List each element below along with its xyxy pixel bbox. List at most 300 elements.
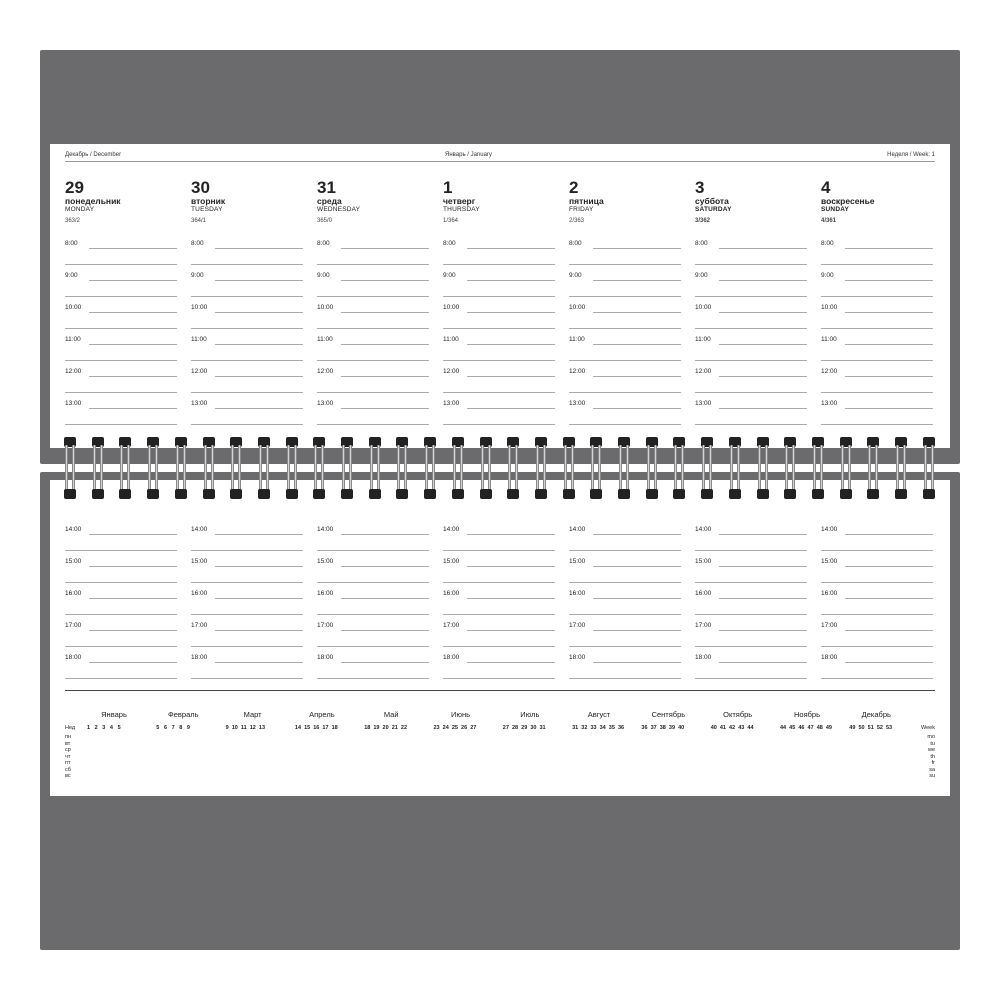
day-of-year: 4/361 xyxy=(821,218,837,224)
day-name-en: SATURDAY xyxy=(695,206,732,213)
hour-label: 10:00 xyxy=(569,304,586,311)
note-line xyxy=(821,360,933,361)
ring-hole-bottom xyxy=(64,489,76,499)
hour-label: 11:00 xyxy=(443,336,459,343)
ring-wire xyxy=(792,445,795,491)
binding-ring xyxy=(175,437,187,499)
month-name: Февраль xyxy=(168,710,199,719)
weekday-label-en: we xyxy=(927,747,935,753)
note-line xyxy=(821,550,933,551)
binding-ring xyxy=(535,437,547,499)
ring-hole-bottom xyxy=(396,489,408,499)
ring-hole-bottom xyxy=(867,489,879,499)
note-line xyxy=(569,424,681,425)
day-name-en: WEDNESDAY xyxy=(317,206,361,213)
note-line xyxy=(191,296,303,297)
hour-slot xyxy=(317,368,429,400)
hour-slot xyxy=(443,368,555,400)
hour-label: 9:00 xyxy=(443,272,456,279)
binding-ring xyxy=(812,437,824,499)
ring-wire xyxy=(397,445,400,491)
ring-wire xyxy=(314,445,317,491)
ring-hole-bottom xyxy=(341,489,353,499)
hour-label: 14:00 xyxy=(569,526,586,533)
header-middle-month: Январь / January xyxy=(445,152,492,158)
hour-slot xyxy=(695,336,807,368)
ring-wire xyxy=(176,445,179,491)
hour-label: 13:00 xyxy=(317,400,334,407)
hour-slot xyxy=(191,304,303,336)
hour-label: 11:00 xyxy=(569,336,585,343)
binding-ring xyxy=(480,437,492,499)
hour-label: 16:00 xyxy=(569,590,586,597)
day-column xyxy=(695,179,815,224)
note-line xyxy=(569,550,681,551)
ring-wire xyxy=(488,445,491,491)
ring-wire xyxy=(868,445,871,491)
hour-slot xyxy=(443,400,555,432)
hour-slot xyxy=(443,622,555,654)
ring-wire xyxy=(211,445,214,491)
hour-slot xyxy=(65,622,177,654)
note-line xyxy=(65,328,177,329)
hour-label: 14:00 xyxy=(191,526,208,533)
hour-label: 13:00 xyxy=(821,400,838,407)
ring-wire xyxy=(591,445,594,491)
ring-wire xyxy=(238,445,241,491)
hour-label: 18:00 xyxy=(695,654,712,661)
weekday-label-ru: сб xyxy=(65,766,71,773)
hour-label: 16:00 xyxy=(821,590,838,597)
hour-slot xyxy=(443,336,555,368)
header-week-number: Неделя / Week: 1 xyxy=(887,152,935,158)
binding-ring xyxy=(729,437,741,499)
hour-label: 11:00 xyxy=(317,336,333,343)
ring-wire xyxy=(370,445,373,491)
month-name: Октябрь xyxy=(723,710,753,719)
note-line xyxy=(467,662,555,663)
ring-wire xyxy=(598,445,601,491)
note-line xyxy=(593,408,681,409)
note-line xyxy=(569,296,681,297)
note-line xyxy=(845,566,933,567)
hour-slot xyxy=(317,622,429,654)
ring-wire xyxy=(183,445,186,491)
note-line xyxy=(719,534,807,535)
hour-label: 16:00 xyxy=(191,590,208,597)
note-line xyxy=(719,630,807,631)
hour-slot xyxy=(443,526,555,558)
hour-label: 17:00 xyxy=(695,622,712,629)
binding-ring xyxy=(64,437,76,499)
day-of-year: 363/2 xyxy=(65,218,81,224)
note-line xyxy=(89,376,177,377)
note-line xyxy=(191,646,303,647)
note-line xyxy=(215,566,303,567)
hour-slot xyxy=(569,558,681,590)
note-line xyxy=(845,344,933,345)
note-line xyxy=(191,392,303,393)
day-column xyxy=(65,179,185,224)
note-line xyxy=(341,280,429,281)
ring-wire xyxy=(259,445,262,491)
day-number: 3 xyxy=(695,178,705,197)
hour-label: 16:00 xyxy=(695,590,712,597)
note-line xyxy=(341,662,429,663)
note-line xyxy=(821,328,933,329)
hour-slot xyxy=(821,590,933,622)
note-line xyxy=(443,424,555,425)
note-line xyxy=(89,662,177,663)
note-line xyxy=(89,630,177,631)
binding-ring xyxy=(369,437,381,499)
hour-label: 17:00 xyxy=(821,622,838,629)
ring-hole-bottom xyxy=(452,489,464,499)
note-line xyxy=(443,678,555,679)
hour-slot xyxy=(569,622,681,654)
hour-slot xyxy=(191,272,303,304)
note-line xyxy=(443,582,555,583)
day-column xyxy=(191,179,311,224)
note-line xyxy=(569,360,681,361)
note-line xyxy=(467,344,555,345)
hour-label: 9:00 xyxy=(191,272,204,279)
hour-label: 18:00 xyxy=(65,654,82,661)
hour-slot xyxy=(821,272,933,304)
year-calendar xyxy=(65,710,935,790)
hour-label: 8:00 xyxy=(821,240,834,247)
ring-wire xyxy=(647,445,650,491)
hour-slot xyxy=(695,400,807,432)
ring-hole-bottom xyxy=(313,489,325,499)
ring-wire xyxy=(765,445,768,491)
note-line xyxy=(845,248,933,249)
day-name-en: THURSDAY xyxy=(443,206,480,213)
ring-wire xyxy=(903,445,906,491)
hour-slot xyxy=(443,558,555,590)
hour-label: 18:00 xyxy=(191,654,208,661)
ring-wire xyxy=(120,445,123,491)
month-week-numbers: 27 28 29 30 31 xyxy=(502,725,546,731)
hour-slot xyxy=(695,590,807,622)
ring-wire xyxy=(924,445,927,491)
ring-wire xyxy=(848,445,851,491)
hour-slot xyxy=(443,240,555,272)
hour-label: 13:00 xyxy=(569,400,586,407)
day-name-ru: пятница xyxy=(569,196,604,206)
binding-ring xyxy=(867,437,879,499)
month-week-numbers: 18 19 20 21 22 xyxy=(364,725,408,731)
note-line xyxy=(467,534,555,535)
hour-label: 12:00 xyxy=(443,368,460,375)
note-line xyxy=(317,296,429,297)
ring-wire xyxy=(785,445,788,491)
weekday-label-ru: чт xyxy=(65,753,71,760)
hour-label: 8:00 xyxy=(317,240,330,247)
note-line xyxy=(443,264,555,265)
ring-hole-bottom xyxy=(646,489,658,499)
hour-label: 10:00 xyxy=(695,304,712,311)
ring-hole-bottom xyxy=(92,489,104,499)
hour-label: 9:00 xyxy=(65,272,78,279)
hour-label: 8:00 xyxy=(569,240,582,247)
hour-label: 14:00 xyxy=(65,526,82,533)
hour-slot xyxy=(695,526,807,558)
month-name: Январь xyxy=(101,710,127,719)
ring-wire xyxy=(875,445,878,491)
ring-wire xyxy=(626,445,629,491)
hour-slot xyxy=(569,240,681,272)
note-line xyxy=(719,344,807,345)
ring-wire xyxy=(425,445,428,491)
note-line xyxy=(695,646,807,647)
binding-ring xyxy=(757,437,769,499)
binding-ring xyxy=(452,437,464,499)
note-line xyxy=(65,424,177,425)
note-line xyxy=(341,376,429,377)
hour-label: 18:00 xyxy=(569,654,586,661)
day-number: 4 xyxy=(821,178,831,197)
hour-slot xyxy=(443,304,555,336)
month-week-numbers: 40 41 42 43 44 xyxy=(710,725,754,731)
hour-label: 16:00 xyxy=(65,590,82,597)
hour-slot xyxy=(569,272,681,304)
note-line xyxy=(821,646,933,647)
day-of-year: 3/362 xyxy=(695,218,711,224)
hour-slot xyxy=(821,654,933,686)
ring-hole-bottom xyxy=(923,489,935,499)
ring-wire xyxy=(674,445,677,491)
binding-ring xyxy=(258,437,270,499)
hour-slot xyxy=(65,368,177,400)
ring-wire xyxy=(709,445,712,491)
hour-label: 18:00 xyxy=(443,654,460,661)
month-week-numbers: 14 15 16 17 18 xyxy=(294,725,338,731)
ring-wire xyxy=(321,445,324,491)
month-name: Август xyxy=(587,710,611,719)
hour-slot xyxy=(65,240,177,272)
note-line xyxy=(191,550,303,551)
ring-hole-bottom xyxy=(673,489,685,499)
hour-slot xyxy=(569,400,681,432)
note-line xyxy=(443,328,555,329)
hour-label: 15:00 xyxy=(65,558,82,565)
note-line xyxy=(443,360,555,361)
hour-slot xyxy=(65,558,177,590)
day-column xyxy=(569,179,689,224)
note-line xyxy=(593,566,681,567)
hour-slot xyxy=(317,590,429,622)
note-line xyxy=(317,424,429,425)
weekday-label-en: th xyxy=(930,753,935,760)
day-number: 29 xyxy=(65,178,84,197)
day-name-en: MONDAY xyxy=(65,206,95,213)
ring-wire xyxy=(820,445,823,491)
weekday-label-ru: вт xyxy=(65,740,71,747)
ring-wire xyxy=(737,445,740,491)
note-line xyxy=(569,614,681,615)
hour-slot xyxy=(695,558,807,590)
binding-ring xyxy=(840,437,852,499)
hour-label: 12:00 xyxy=(569,368,586,375)
month-name: Май xyxy=(383,710,399,719)
ring-wire xyxy=(896,445,899,491)
note-line xyxy=(593,598,681,599)
hour-slot xyxy=(317,336,429,368)
hour-slot xyxy=(821,622,933,654)
month-week-numbers: 36 37 38 39 40 xyxy=(641,725,685,731)
hour-label: 17:00 xyxy=(443,622,460,629)
binding-ring xyxy=(313,437,325,499)
hour-slot xyxy=(317,304,429,336)
hour-label: 18:00 xyxy=(317,654,334,661)
hour-label: 10:00 xyxy=(191,304,208,311)
note-line xyxy=(467,376,555,377)
note-line xyxy=(191,678,303,679)
hour-slot xyxy=(695,368,807,400)
day-of-year: 1/364 xyxy=(443,218,459,224)
binding-ring xyxy=(563,437,575,499)
day-name-en: TUESDAY xyxy=(191,206,223,213)
note-line xyxy=(695,614,807,615)
note-line xyxy=(719,376,807,377)
ring-hole-bottom xyxy=(812,489,824,499)
note-line xyxy=(89,344,177,345)
note-line xyxy=(215,662,303,663)
hour-label: 12:00 xyxy=(695,368,712,375)
note-line xyxy=(845,376,933,377)
hour-slot xyxy=(569,590,681,622)
note-line xyxy=(317,550,429,551)
binding-ring xyxy=(618,437,630,499)
ring-wire xyxy=(619,445,622,491)
day-number: 30 xyxy=(191,178,210,197)
hour-label: 9:00 xyxy=(569,272,582,279)
hour-label: 15:00 xyxy=(317,558,334,565)
note-line xyxy=(467,598,555,599)
note-line xyxy=(719,280,807,281)
ring-wire xyxy=(730,445,733,491)
binding-ring xyxy=(673,437,685,499)
hour-slot xyxy=(191,336,303,368)
hour-label: 10:00 xyxy=(443,304,460,311)
note-line xyxy=(65,646,177,647)
month-name: Июнь xyxy=(450,710,471,719)
day-name-en: FRIDAY xyxy=(569,206,594,213)
hour-slot xyxy=(65,272,177,304)
note-line xyxy=(467,312,555,313)
hour-slot xyxy=(65,526,177,558)
hour-label: 14:00 xyxy=(821,526,838,533)
note-line xyxy=(65,264,177,265)
note-line xyxy=(719,248,807,249)
binding-ring xyxy=(646,437,658,499)
note-line xyxy=(215,630,303,631)
note-line xyxy=(845,598,933,599)
hour-slot xyxy=(569,526,681,558)
ring-wire xyxy=(231,445,234,491)
hour-slot xyxy=(191,368,303,400)
ring-wire xyxy=(515,445,518,491)
ring-wire xyxy=(460,445,463,491)
ring-hole-bottom xyxy=(203,489,215,499)
hour-label: 18:00 xyxy=(821,654,838,661)
ring-wire xyxy=(100,445,103,491)
hour-label: 16:00 xyxy=(317,590,334,597)
month-name: Сентябрь xyxy=(651,710,686,719)
day-of-year: 365/0 xyxy=(317,218,333,224)
note-line xyxy=(341,598,429,599)
hour-label: 17:00 xyxy=(317,622,334,629)
note-line xyxy=(341,312,429,313)
note-line xyxy=(845,534,933,535)
note-line xyxy=(467,248,555,249)
hour-slot xyxy=(191,622,303,654)
hour-label: 15:00 xyxy=(821,558,838,565)
note-line xyxy=(821,296,933,297)
note-line xyxy=(593,630,681,631)
note-line xyxy=(317,646,429,647)
note-line xyxy=(89,408,177,409)
ring-hole-bottom xyxy=(258,489,270,499)
month-name: Апрель xyxy=(309,710,335,719)
note-line xyxy=(695,392,807,393)
hour-slot xyxy=(821,240,933,272)
ring-wire xyxy=(148,445,151,491)
binding-ring xyxy=(341,437,353,499)
hour-slot xyxy=(65,654,177,686)
hour-label: 8:00 xyxy=(695,240,708,247)
planner-page-bottom xyxy=(50,480,950,796)
ring-hole-bottom xyxy=(757,489,769,499)
note-line xyxy=(65,582,177,583)
hour-slot xyxy=(695,622,807,654)
day-name-ru: вторник xyxy=(191,196,226,206)
ring-wire xyxy=(571,445,574,491)
note-line xyxy=(593,312,681,313)
ring-hole-bottom xyxy=(175,489,187,499)
ring-wire xyxy=(266,445,269,491)
hour-slot xyxy=(65,336,177,368)
ring-wire xyxy=(481,445,484,491)
note-line xyxy=(89,312,177,313)
month-name: Июль xyxy=(520,710,540,719)
ring-hole-bottom xyxy=(119,489,131,499)
hour-slot xyxy=(821,400,933,432)
hour-label: 8:00 xyxy=(65,240,78,247)
ring-wire xyxy=(342,445,345,491)
hour-slot xyxy=(821,368,933,400)
hour-label: 12:00 xyxy=(821,368,838,375)
hour-slot xyxy=(443,272,555,304)
note-line xyxy=(569,646,681,647)
day-name-ru: четверг xyxy=(443,196,476,206)
binding-ring xyxy=(119,437,131,499)
hour-label: 14:00 xyxy=(443,526,460,533)
hour-slot xyxy=(317,240,429,272)
note-line xyxy=(215,280,303,281)
day-name-en: SUNDAY xyxy=(821,206,850,213)
day-column xyxy=(317,179,437,224)
note-line xyxy=(65,296,177,297)
note-line xyxy=(821,582,933,583)
note-line xyxy=(443,646,555,647)
note-line xyxy=(569,582,681,583)
note-line xyxy=(317,264,429,265)
note-line xyxy=(191,582,303,583)
weekday-label-ru: пн xyxy=(65,734,72,740)
month-name: Декабрь xyxy=(861,710,891,719)
